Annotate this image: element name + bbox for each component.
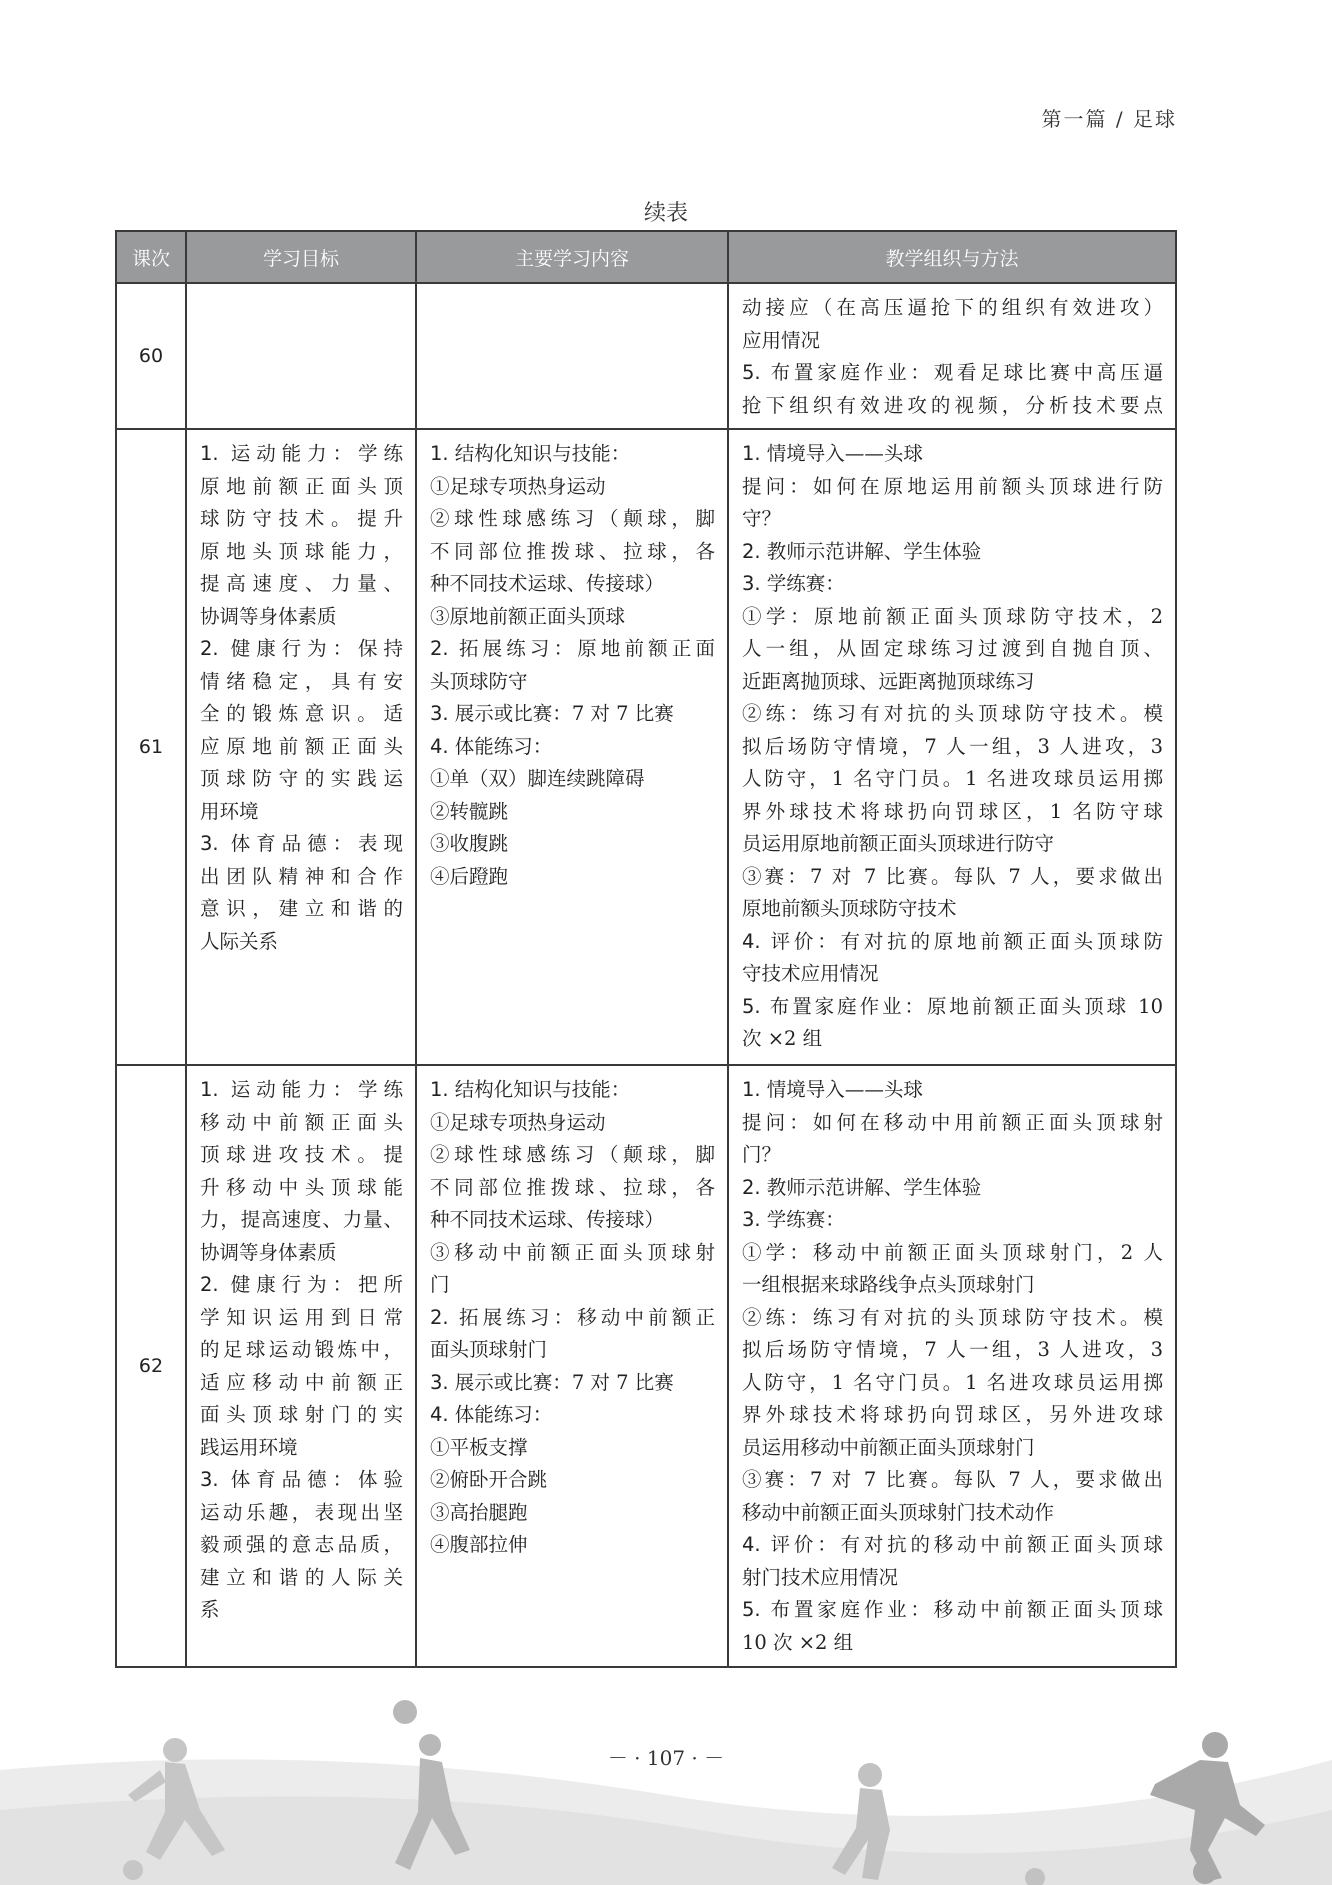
line-text: ①足球专项热身运动 (430, 1110, 606, 1134)
line-text: ②球性球感练习（颠球，脚 (430, 1143, 715, 1166)
line-text: 移动中前额正面头顶球 (933, 1598, 1163, 1621)
cell-line (742, 503, 1163, 536)
line-text: ③高抬腿跑 (430, 1500, 528, 1524)
line-text: 原地前额头顶球防守技术 (742, 897, 957, 920)
cell-line (200, 1074, 403, 1107)
line-label: 3. 学练赛： (742, 1208, 845, 1231)
cell-line (742, 1172, 1163, 1205)
line-text: ——头球 (844, 1078, 923, 1101)
cell-line (200, 601, 403, 634)
cell-line (200, 1529, 403, 1562)
line-text: 不同部位推拨球、拉球，各 (430, 539, 715, 563)
cell-line (742, 666, 1163, 699)
line-label: 2. 拓展练习： (430, 637, 578, 660)
line-text: 建立和谐的人际关 (200, 1565, 403, 1589)
line-text: ②球性球感练习（颠球，脚 (430, 507, 715, 530)
cell-line (430, 1074, 715, 1107)
line-text: 把所 (358, 1273, 403, 1296)
line-text: 原地前额正面头顶球 10 (926, 994, 1163, 1018)
line-text: ①足球专项热身运动 (430, 474, 606, 498)
cell-line (742, 1562, 1163, 1595)
cell-line (200, 1172, 403, 1205)
lesson-number: 62 (116, 1065, 186, 1667)
line-label: 4. 体能练习： (430, 1403, 553, 1426)
content-cell (416, 283, 728, 429)
line-text: 守技术应用情况 (742, 962, 879, 985)
cell-line (742, 536, 1163, 569)
line-label: 1. 运动能力： (200, 442, 359, 465)
line-text: ③收腹跳 (430, 832, 509, 855)
line-text: 移动中前额正面头顶球射门技术动作 (742, 1500, 1055, 1524)
line-text: ①平板支撑 (430, 1435, 528, 1459)
line-label: 2. 健康行为： (200, 1273, 359, 1296)
line-label: 2. 教师示范讲解、学生体验 (742, 1175, 982, 1199)
line-text: ③原地前额正面头顶球 (430, 604, 626, 628)
cell-line (200, 731, 403, 764)
table-header-row (116, 231, 1176, 283)
cell-line (430, 471, 715, 504)
line-text: 毅顽强的意志品质， (200, 1533, 403, 1556)
line-text: 学练 (358, 1078, 403, 1101)
column-header-lesson: 课次 (116, 231, 186, 283)
cell-line (200, 763, 403, 796)
cell-line (742, 438, 1163, 471)
cell-line (200, 438, 403, 471)
line-text: 有对抗的原地前额正面头顶球防 (840, 929, 1163, 953)
cell-line (200, 861, 403, 894)
methods-cell (728, 429, 1176, 1065)
table-caption: 续表 (643, 201, 688, 226)
line-label: 5. 布置家庭作业： (742, 1598, 934, 1621)
cell-line (200, 926, 403, 959)
cell-line (200, 1139, 403, 1172)
line-label: 5. 布置家庭作业： (742, 361, 934, 384)
cell-line (430, 1302, 715, 1335)
line-text: 顶球进攻技术。提 (200, 1143, 403, 1166)
cell-line (200, 796, 403, 829)
cell-line (200, 698, 403, 731)
line-label: 3. 体育品德： (200, 832, 359, 855)
line-text: ④腹部拉伸 (430, 1533, 528, 1556)
line-label: 2. 教师示范讲解、学生体验 (742, 539, 982, 563)
page-number: － · 107 · － (607, 1746, 725, 1770)
line-text: 全的锻炼意识。适 (200, 702, 403, 725)
line-text: 移动中前额正 (577, 1305, 715, 1329)
cell-line (200, 1594, 403, 1627)
line-text: 情绪稳定，具有安 (200, 669, 403, 693)
line-text: 人际关系 (200, 929, 279, 953)
cell-line (200, 471, 403, 504)
cell-line (430, 633, 715, 666)
line-label: 3. 展示或比赛： (430, 1370, 572, 1394)
cell-line (742, 1432, 1163, 1465)
cell-line (742, 698, 1163, 731)
cell-line (742, 1237, 1163, 1270)
cell-line (200, 568, 403, 601)
cell-line (742, 796, 1163, 829)
table-row (116, 429, 1176, 1065)
line-text: 动接应（在高压逼抢下的组织有效进攻） (742, 296, 1163, 319)
line-text: 意识，建立和谐的 (200, 897, 403, 920)
cell-line (430, 1464, 715, 1497)
cell-line (742, 731, 1163, 764)
goals-cell (186, 1065, 416, 1667)
methods-cell (728, 1065, 1176, 1667)
cell-line (430, 536, 715, 569)
line-text: 运动乐趣，表现出坚 (200, 1500, 403, 1524)
goals-cell (186, 429, 416, 1065)
cell-line (200, 503, 403, 536)
table-row (116, 1065, 1176, 1667)
cell-line (430, 731, 715, 764)
line-text: 适应移动中前额正 (200, 1370, 403, 1394)
line-text: 原地头顶球能力， (200, 539, 403, 563)
methods-cell (728, 283, 1176, 429)
cell-line (742, 991, 1163, 1024)
cell-line (742, 1139, 1163, 1172)
cell-line (742, 1074, 1163, 1107)
line-label: 4. 评价： (742, 1533, 841, 1556)
cell-line (742, 861, 1163, 894)
line-text: 面头顶球射门 (430, 1338, 548, 1361)
cell-line (200, 1562, 403, 1595)
cell-line (742, 568, 1163, 601)
line-text: 出团队精神和合作 (200, 864, 403, 888)
line-text: 人一组，从固定球练习过渡到自抛自顶、 (742, 637, 1163, 660)
cell-line (430, 1269, 715, 1302)
line-text: ①学：移动中前额正面头顶球射门，2 人 (742, 1240, 1163, 1264)
line-label: 4. 体能练习： (430, 734, 553, 758)
line-text: 次 ×2 组 (742, 1027, 823, 1050)
cell-line (430, 796, 715, 829)
line-text: 球防守技术。提升 (200, 507, 403, 530)
line-text: 力，提高速度、力量、 (200, 1208, 403, 1231)
line-text: 有对抗的移动中前额正面头顶球 (840, 1533, 1163, 1556)
line-text: ③移动中前额正面头顶球射 (430, 1240, 715, 1264)
line-label: 3. 学练赛： (742, 572, 845, 595)
cell-line (742, 926, 1163, 959)
cell-line (742, 1023, 1163, 1056)
cell-line (200, 1464, 403, 1497)
cell-line (200, 828, 403, 861)
line-text: 员运用原地前额正面头顶球进行防守 (742, 832, 1055, 855)
line-label: 3. 体育品德： (200, 1468, 359, 1491)
line-text: 员运用移动中前额正面头顶球射门 (742, 1435, 1035, 1459)
line-label: 5. 布置家庭作业： (742, 994, 927, 1018)
line-label: 3. 展示或比赛： (430, 702, 572, 725)
line-text: 提问：如何在移动中用前额正面头顶球射 (742, 1110, 1163, 1134)
cell-line (742, 292, 1163, 325)
goals-cell (186, 283, 416, 429)
line-text: 的足球运动锻炼中， (200, 1338, 403, 1361)
line-text: 门？ (742, 1143, 782, 1166)
cell-line (200, 1302, 403, 1335)
line-text: 一组根据来球路线争点头顶球射门 (742, 1273, 1035, 1296)
cell-line (430, 1367, 715, 1400)
cell-line (430, 1399, 715, 1432)
cell-line (430, 1497, 715, 1530)
line-text: 原地前额正面 (577, 637, 715, 660)
cell-line (200, 666, 403, 699)
cell-line (200, 1432, 403, 1465)
column-header-goals: 学习目标 (186, 231, 416, 283)
cell-line (430, 1334, 715, 1367)
line-label: 4. 评价： (742, 929, 841, 953)
line-text: 拟后场防守情境，7 人一组，3 人进攻，3 (742, 1338, 1163, 1361)
cell-line (742, 633, 1163, 666)
line-text: 射门技术应用情况 (742, 1565, 899, 1589)
cell-line (430, 568, 715, 601)
line-text: 种不同技术运球、传接球） (430, 572, 665, 595)
cell-line (430, 861, 715, 894)
line-text: 顶球防守的实践运 (200, 767, 403, 790)
cell-line (430, 1107, 715, 1140)
cell-line (742, 828, 1163, 861)
cell-line (742, 1107, 1163, 1140)
lesson-number: 61 (116, 429, 186, 1065)
line-text: 体验 (358, 1468, 403, 1491)
line-text: 人防守，1 名守门员。1 名进攻球员运用掷 (742, 767, 1163, 790)
cell-line (742, 1269, 1163, 1302)
cell-line (430, 666, 715, 699)
line-text: 界外球技术将球扔向罚球区，1 名防守球 (742, 799, 1163, 823)
cell-line (742, 601, 1163, 634)
line-text: 提高速度、力量、 (200, 572, 403, 595)
cell-line (742, 390, 1163, 423)
line-text: 10 次 ×2 组 (742, 1630, 854, 1654)
line-text: 应原地前额正面头 (200, 734, 403, 758)
cell-line (430, 763, 715, 796)
line-text: 面头顶球射门的实 (200, 1403, 403, 1426)
cell-line (200, 1237, 403, 1270)
line-text: 系 (200, 1598, 220, 1621)
cell-line (200, 1334, 403, 1367)
line-text: 近距离抛顶球、远距离抛顶球练习 (742, 669, 1035, 693)
cell-line (742, 763, 1163, 796)
cell-line (430, 698, 715, 731)
cell-line (430, 1139, 715, 1172)
line-text: 提问：如何在原地运用前额头顶球进行防 (742, 474, 1163, 498)
cell-line (742, 1367, 1163, 1400)
line-label: 1. 情境导入 (742, 442, 845, 465)
line-text: 原地前额正面头顶 (200, 474, 403, 498)
lesson-plan-table (115, 230, 1177, 1668)
cell-line (430, 1237, 715, 1270)
line-text: 不同部位推拨球、拉球，各 (430, 1175, 715, 1199)
cell-line (742, 958, 1163, 991)
cell-line (742, 1399, 1163, 1432)
line-label: 2. 拓展练习： (430, 1305, 578, 1329)
line-text: ②练：练习有对抗的头顶球防守技术。模 (742, 702, 1163, 725)
line-text: 观看足球比赛中高压逼 (933, 361, 1163, 384)
line-text: 头顶球防守 (430, 669, 528, 693)
line-text: ①学：原地前额正面头顶球防守技术，2 (742, 604, 1163, 628)
line-text: 移动中前额正面头 (200, 1110, 403, 1134)
line-text: ①单（双）脚连续跳障碍 (430, 767, 645, 790)
cell-line (200, 1399, 403, 1432)
cell-line (200, 1497, 403, 1530)
line-text: ③赛：7 对 7 比赛。每队 7 人，要求做出 (742, 864, 1163, 888)
cell-line (430, 438, 715, 471)
line-text: 门 (430, 1273, 450, 1296)
cell-line (742, 1302, 1163, 1335)
table-row (116, 283, 1176, 429)
column-header-content: 主要学习内容 (416, 231, 728, 283)
line-text: ④后蹬跑 (430, 864, 509, 888)
cell-line (200, 1367, 403, 1400)
line-label: 2. 健康行为： (200, 637, 359, 660)
line-text: 表现 (358, 832, 403, 855)
line-label: 1. 结构化知识与技能： (430, 442, 631, 465)
content-cell (416, 1065, 728, 1667)
line-text: 协调等身体素质 (200, 1240, 337, 1264)
cell-line (742, 1204, 1163, 1237)
footer-decoration (0, 1700, 1332, 1885)
cell-line (742, 357, 1163, 390)
line-text: 应用情况 (742, 328, 821, 352)
line-text: 抢下组织有效进攻的视频，分析技术要点 (742, 393, 1163, 417)
line-text: 用环境 (200, 799, 259, 823)
line-text: 种不同技术运球、传接球） (430, 1208, 665, 1231)
cell-line (430, 1529, 715, 1562)
cell-line (430, 1204, 715, 1237)
line-text: 协调等身体素质 (200, 604, 337, 628)
line-text: ③赛：7 对 7 比赛。每队 7 人，要求做出 (742, 1468, 1163, 1491)
line-text: 7 对 7 比赛 (571, 702, 674, 725)
line-text: ②转髋跳 (430, 799, 509, 823)
cell-line (742, 1529, 1163, 1562)
column-header-methods: 教学组织与方法 (728, 231, 1176, 283)
cell-line (200, 1204, 403, 1237)
lesson-number: 60 (116, 283, 186, 429)
line-text: 学练 (358, 442, 403, 465)
running-header: 第一篇 / 足球 (1041, 107, 1177, 131)
footer-background (0, 1700, 1332, 1885)
line-label: 1. 结构化知识与技能： (430, 1078, 631, 1101)
cell-line (742, 325, 1163, 358)
cell-line (742, 1627, 1163, 1660)
cell-line (200, 1269, 403, 1302)
cell-line (200, 633, 403, 666)
cell-line (742, 1497, 1163, 1530)
cell-line (430, 503, 715, 536)
line-label: 1. 运动能力： (200, 1078, 359, 1101)
cell-line (742, 471, 1163, 504)
line-text: 7 对 7 比赛 (571, 1370, 674, 1394)
line-text: 保持 (358, 637, 403, 660)
cell-line (430, 601, 715, 634)
line-text: 界外球技术将球扔向罚球区，另外进攻球 (742, 1403, 1163, 1426)
line-text: 升移动中头顶球能 (200, 1175, 403, 1199)
line-label: 1. 情境导入 (742, 1078, 845, 1101)
content-cell (416, 429, 728, 1065)
cell-line (200, 893, 403, 926)
cell-line (430, 1172, 715, 1205)
line-text: 人防守，1 名守门员。1 名进攻球员运用掷 (742, 1370, 1163, 1394)
cell-line (430, 1432, 715, 1465)
line-text: 守？ (742, 507, 782, 530)
line-text: 学知识运用到日常 (200, 1305, 403, 1329)
cell-line (200, 536, 403, 569)
cell-line (200, 1107, 403, 1140)
line-text: ②练：练习有对抗的头顶球防守技术。模 (742, 1305, 1163, 1329)
cell-line (742, 1334, 1163, 1367)
cell-line (430, 828, 715, 861)
cell-line (742, 893, 1163, 926)
line-text: ②俯卧开合跳 (430, 1468, 548, 1491)
cell-line (742, 1464, 1163, 1497)
line-text: 拟后场防守情境，7 人一组，3 人进攻，3 (742, 734, 1163, 758)
line-text: ——头球 (844, 442, 923, 465)
line-text: 践运用环境 (200, 1435, 298, 1459)
cell-line (742, 1594, 1163, 1627)
